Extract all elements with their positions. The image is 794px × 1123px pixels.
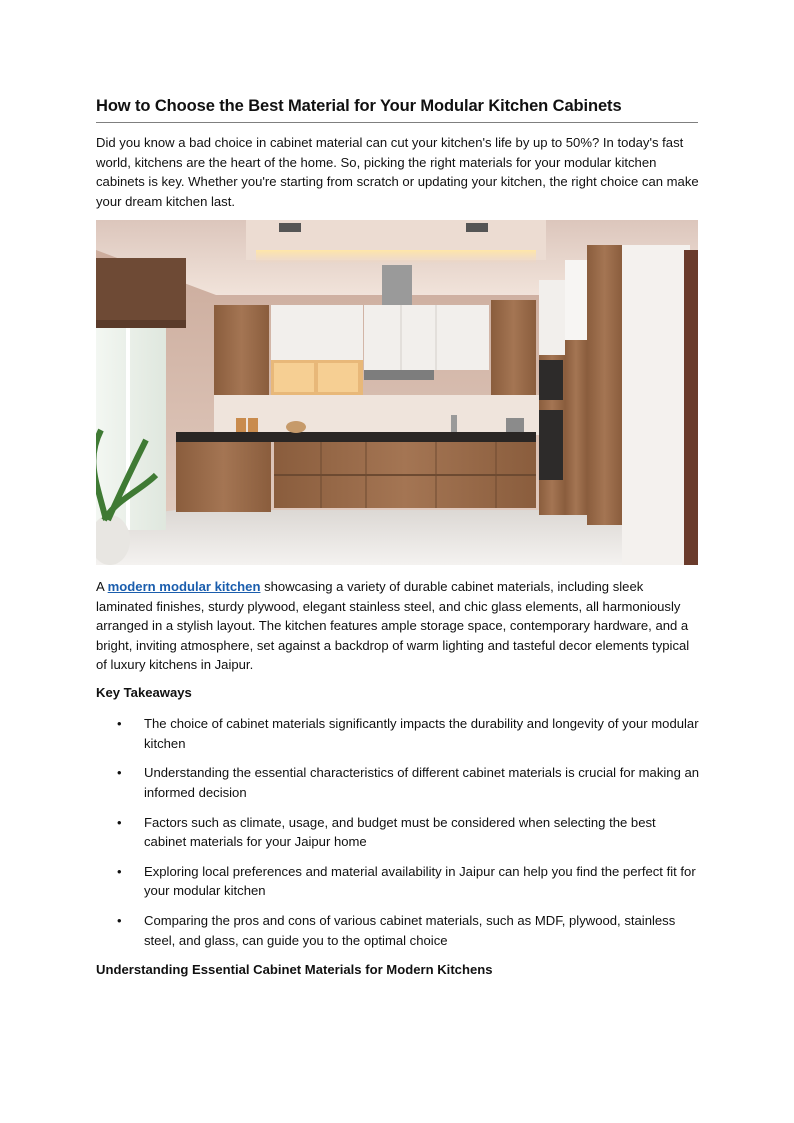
list-item-text: Comparing the pros and cons of various cabinet materials, such as MDF, plywood, stainless steel, and glass, can guide you to the optimal choice [144,913,676,948]
list-item-text: Understanding the essential characteristics of different cabinet materials is crucial for making an informed decision [144,765,700,800]
bullet-icon: • [117,814,122,830]
list-item-text: Factors such as climate, usage, and budget must be considered when selecting the best cabinet materials for your Jaipur home [144,814,656,850]
caption-prefix: A [96,579,108,594]
section-heading: Understanding Essential Cabinet Materials for Modern Kitchens [96,962,493,977]
list-item [96,763,700,802]
title-underline [96,122,698,123]
list-item-text: The choice of cabinet materials significantly impacts the durability and longevity of your modular kitchen [144,716,699,751]
bullet-icon: • [117,716,122,731]
list-item [96,813,700,852]
key-takeaways-heading: Key Takeaways [96,685,192,700]
article-title: How to Choose the Best Material for Your Modular Kitchen Cabinets [96,97,622,115]
bullet-icon: • [117,863,122,879]
image-caption [96,577,700,675]
list-item [96,862,700,901]
modern-modular-kitchen-link[interactable]: modern modular kitchen [107,579,261,594]
caption-text: showcasing a variety of durable cabinet materials, including sleek laminated finishes, sturdy plywood, elegant stainless steel, and chic glass elements, all harmoniously arranged in a stylish layout. The kitchen features ample storage space, contemporary hardware, and a bright, inviting atmosphere, set against a backdrop of warm lighting and tasteful decor elements typical of luxury kitchens in Jaipur. [96,579,690,672]
intro-paragraph: Did you know a bad choice in cabinet material can cut your kitchen's life by up to 50%? In today's fast world, kitchens are the heart of the home. So, picking the right materials for your modular kitchen cabinets is key. Whether you're starting from scratch or updating your kitchen, the right choice can make your dream kitchen last. [96,135,699,209]
key-takeaways-list [96,714,700,960]
list-item [96,714,700,753]
bullet-icon: • [117,913,122,929]
kitchen-photo [96,220,698,565]
list-item [96,911,700,950]
list-item-text: Exploring local preferences and material availability in Jaipur can help you find the perfect fit for your modular kitchen [144,863,696,899]
bullet-icon: • [117,765,122,781]
